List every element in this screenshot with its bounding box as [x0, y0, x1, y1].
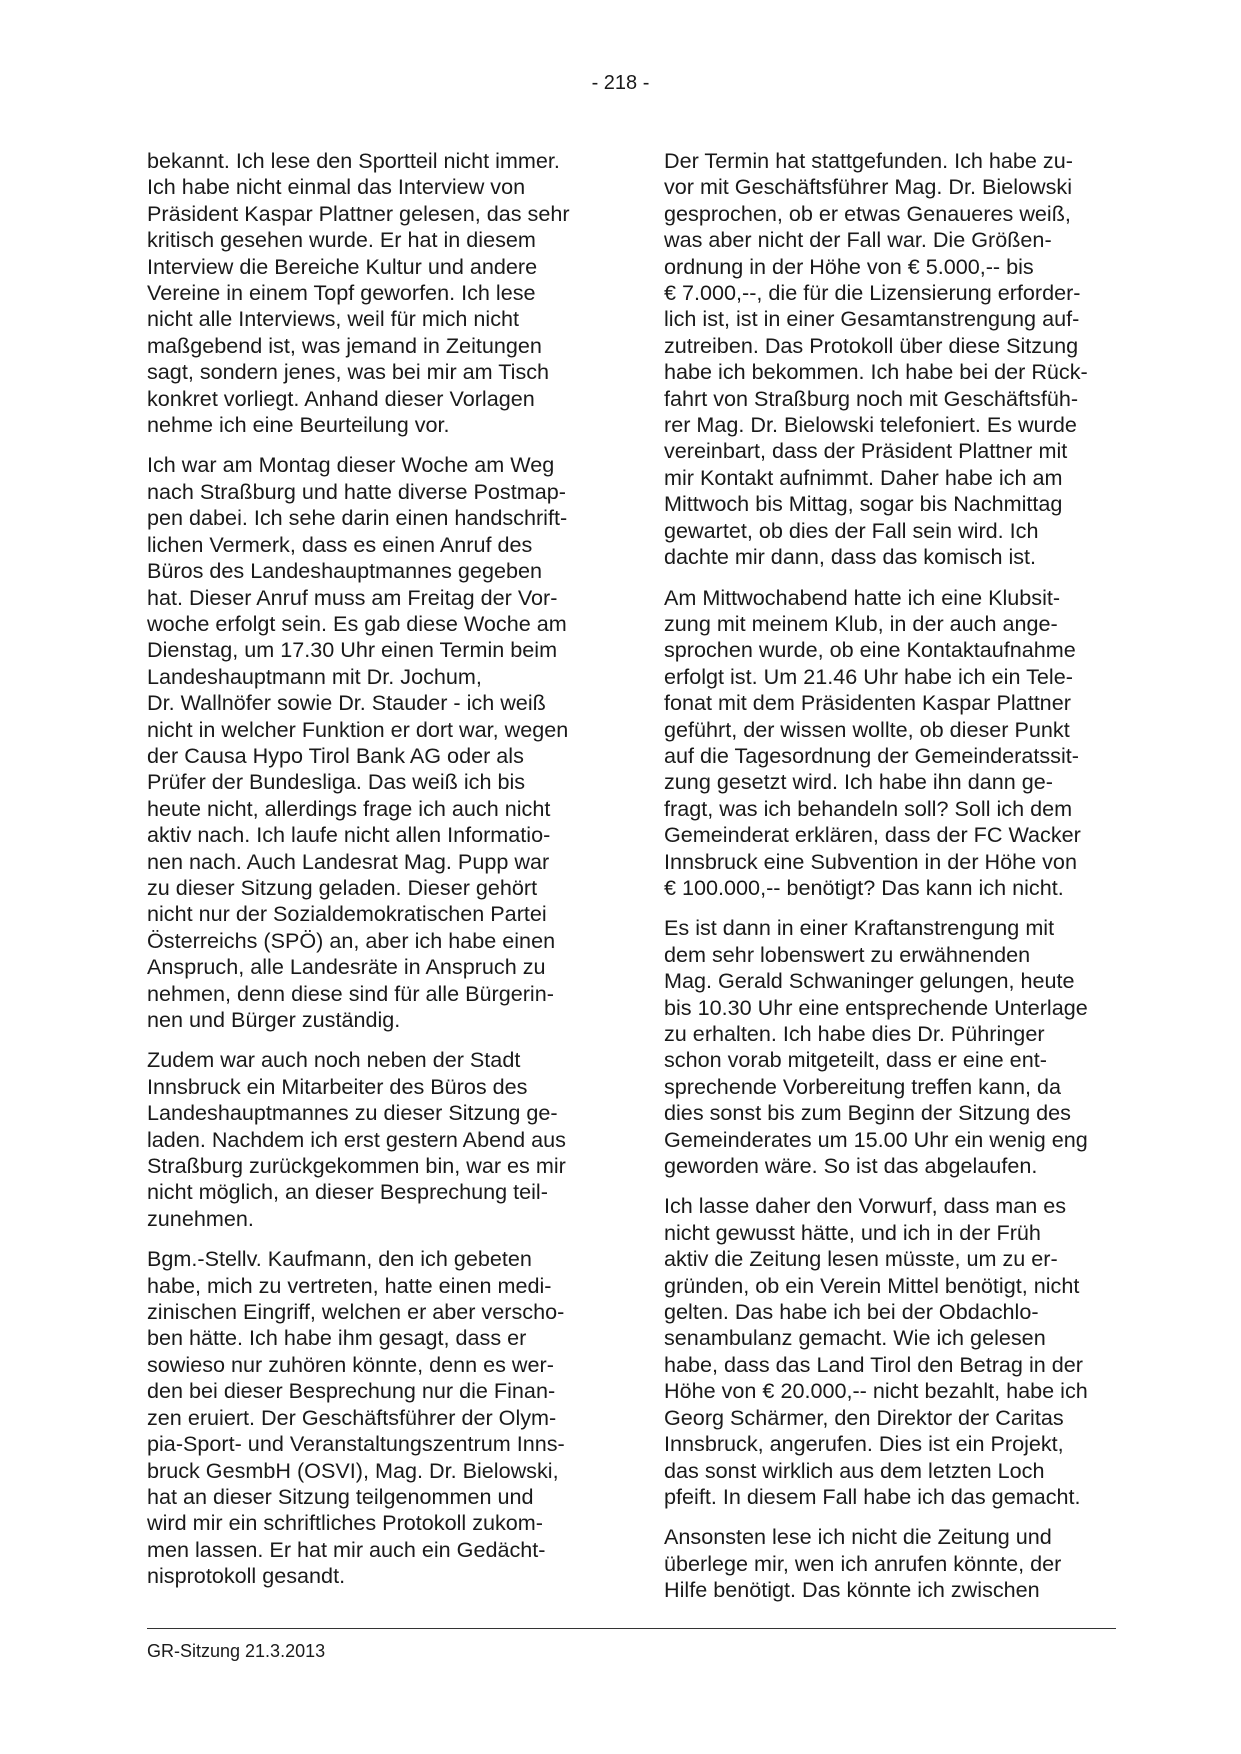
text-line: woche erfolgt sein. Es gab diese Woche am	[147, 610, 567, 636]
text-line: schon vorab mitgeteilt, dass er eine ent-	[664, 1047, 1047, 1073]
text-line: Innsbruck ein Mitarbeiter des Büros des	[147, 1073, 528, 1099]
paragraph	[147, 1047, 587, 1232]
text-line: pia-Sport- und Veranstaltungszentrum Inns-	[147, 1431, 565, 1457]
text-line: zunehmen.	[147, 1205, 254, 1231]
text-line: konkret vorliegt. Anhand dieser Vorlagen	[147, 385, 535, 411]
text-line: nehmen, denn diese sind für alle Bürgerin-	[147, 980, 554, 1006]
text-line: wird mir ein schriftliches Protokoll zukom-	[147, 1510, 543, 1536]
text-line: Anspruch, alle Landesräte in Anspruch zu	[147, 954, 546, 980]
paragraph	[664, 148, 1104, 571]
text-line: das sonst wirklich aus dem letzten Loch	[664, 1457, 1045, 1483]
text-line: ordnung in der Höhe von € 5.000,-- bis	[664, 253, 1034, 279]
text-line: laden. Nachdem ich erst gestern Abend aus	[147, 1126, 566, 1152]
text-line: Gemeinderat erklären, dass der FC Wacker	[664, 822, 1081, 848]
text-line: Landeshauptmann mit Dr. Jochum,	[147, 663, 482, 689]
text-line: dies sonst bis zum Beginn der Sitzung des	[664, 1100, 1071, 1126]
text-line: gelten. Das habe ich bei der Obdachlo-	[664, 1299, 1039, 1325]
text-line: Gemeinderates um 15.00 Uhr ein wenig eng	[664, 1126, 1088, 1152]
text-line: vereinbart, dass der Präsident Plattner mit	[664, 438, 1068, 464]
text-line: Georg Schärmer, den Direktor der Caritas	[664, 1404, 1064, 1430]
text-line: € 100.000,-- benötigt? Das kann ich nicht.	[664, 874, 1064, 900]
text-line: auf die Tagesordnung der Gemeinderatssit-	[664, 742, 1079, 768]
text-line: habe, dass das Land Tirol den Betrag in der	[664, 1351, 1083, 1377]
text-line: habe, mich zu vertreten, hatte einen medi-	[147, 1272, 552, 1298]
text-line: nisprotokoll gesandt.	[147, 1563, 346, 1589]
text-line: Innsbruck eine Subvention in der Höhe von	[664, 848, 1077, 874]
text-line: nicht alle Interviews, weil für mich nicht	[147, 306, 520, 332]
text-line: Österreichs (SPÖ) an, aber ich habe einen	[147, 927, 556, 953]
text-line: Büros des Landeshauptmannes gegeben	[147, 558, 542, 584]
text-line: sprechende Vorbereitung treffen kann, da	[664, 1073, 1061, 1099]
text-line: gründen, ob ein Verein Mittel benötigt, nicht	[664, 1272, 1080, 1298]
text-line: zung gesetzt wird. Ich habe ihn dann ge-	[664, 769, 1053, 795]
text-line: habe ich bekommen. Ich habe bei der Rück-	[664, 359, 1088, 385]
left-text-column	[147, 148, 587, 1604]
text-line: Der Termin hat stattgefunden. Ich habe zu-	[664, 148, 1073, 173]
text-line: was aber nicht der Fall war. Die Größen-	[664, 227, 1052, 253]
text-line: Dr. Wallnöfer sowie Dr. Stauder - ich weiß	[147, 690, 546, 716]
text-line: Zudem war auch noch neben der Stadt	[147, 1047, 521, 1073]
text-line: dachte mir dann, dass das komisch ist.	[664, 544, 1037, 570]
text-line: sagt, sondern jenes, was bei mir am Tisch	[147, 359, 550, 385]
text-line: gesprochen, ob er etwas Genaueres weiß,	[664, 200, 1071, 226]
text-line: nach Straßburg und hatte diverse Postmap-	[147, 478, 566, 504]
text-line: Präsident Kaspar Plattner gelesen, das sehr	[147, 200, 570, 226]
text-line: hat. Dieser Anruf muss am Freitag der Vor-	[147, 584, 558, 610]
text-line: bis 10.30 Uhr eine entsprechende Unterlage	[664, 994, 1088, 1020]
text-line: Höhe von € 20.000,-- nicht bezahlt, habe ich	[664, 1378, 1088, 1404]
text-line: nicht nur der Sozialdemokratischen Partei	[147, 901, 547, 927]
text-line: mir Kontakt aufnimmt. Daher habe ich am	[664, 464, 1063, 490]
text-line: nicht möglich, an dieser Besprechung teil-	[147, 1179, 548, 1205]
text-line: Mag. Gerald Schwaninger gelungen, heute	[664, 968, 1075, 994]
text-line: zung mit meinem Klub, in der auch ange-	[664, 610, 1058, 636]
text-line: erfolgt ist. Um 21.46 Uhr habe ich ein Tele-	[664, 663, 1073, 689]
text-line: maßgebend ist, was jemand in Zeitungen	[147, 332, 542, 358]
text-line: hat an dieser Sitzung teilgenommen und	[147, 1483, 534, 1509]
text-line: fragt, was ich behandeln soll? Soll ich dem	[664, 795, 1073, 821]
text-line: aktiv nach. Ich laufe nicht allen Informatio-	[147, 822, 551, 848]
text-line: men lassen. Er hat mir auch ein Gedächt-	[147, 1536, 546, 1562]
text-line: Ich war am Montag dieser Woche am Weg	[147, 452, 555, 478]
paragraph	[664, 1193, 1104, 1510]
text-line: nen und Bürger zuständig.	[147, 1007, 401, 1032]
paragraph	[664, 1524, 1104, 1603]
text-line: Dienstag, um 17.30 Uhr einen Termin beim	[147, 637, 558, 663]
text-line: sprochen wurde, ob eine Kontaktaufnahme	[664, 637, 1076, 663]
text-line: Interview die Bereiche Kultur und andere	[147, 253, 538, 279]
text-line: € 7.000,--, die für die Lizensierung erforder-	[664, 280, 1081, 306]
text-line: Ich lasse daher den Vorwurf, dass man es	[664, 1193, 1067, 1219]
text-line: Hilfe benötigt. Das könnte ich zwischen	[664, 1577, 1040, 1603]
text-line: den bei dieser Besprechung nur die Finan-	[147, 1378, 556, 1404]
text-line: bruck GesmbH (OSVI), Mag. Dr. Bielowski,	[147, 1457, 559, 1483]
text-line: rer Mag. Dr. Bielowski telefoniert. Es wurde	[664, 412, 1077, 438]
text-line: fahrt von Straßburg noch mit Geschäftsfüh-	[664, 385, 1079, 411]
text-line: zu erhalten. Ich habe dies Dr. Pühringer	[664, 1021, 1045, 1046]
text-line: kritisch gesehen wurde. Er hat in diesem	[147, 227, 536, 253]
text-line: Es ist dann in einer Kraftanstrengung mit	[664, 915, 1055, 941]
text-line: Ansonsten lese ich nicht die Zeitung und	[664, 1524, 1052, 1550]
text-line: der Causa Hypo Tirol Bank AG oder als	[147, 742, 524, 768]
footer-divider	[147, 1628, 1116, 1629]
text-line: lichen Vermerk, dass es einen Anruf des	[147, 531, 533, 557]
text-line: Landeshauptmannes zu dieser Sitzung ge-	[147, 1100, 558, 1126]
paragraph	[664, 585, 1104, 902]
text-line: fonat mit dem Präsidenten Kaspar Plattner	[664, 690, 1071, 716]
text-line: ben hätte. Ich habe ihm gesagt, dass er	[147, 1325, 527, 1351]
text-line: überlege mir, wen ich anrufen könnte, der	[664, 1550, 1062, 1576]
text-line: geführt, der wissen wollte, ob dieser Punkt	[664, 716, 1070, 742]
paragraph	[147, 148, 587, 438]
text-line: geworden wäre. So ist das abgelaufen.	[664, 1153, 1038, 1179]
text-line: nicht in welcher Funktion er dort war, wegen	[147, 716, 569, 742]
text-line: zutreiben. Das Protokoll über diese Sitzung	[664, 332, 1079, 358]
text-line: gewartet, ob dies der Fall sein wird. Ich	[664, 517, 1039, 543]
page-number: - 218 -	[591, 72, 650, 94]
text-line: heute nicht, allerdings frage ich auch nicht	[147, 795, 551, 821]
text-line: pfeift. In diesem Fall habe ich das gemacht.	[664, 1483, 1081, 1509]
text-line: Innsbruck, angerufen. Dies ist ein Projekt,	[664, 1431, 1064, 1457]
text-line: zinischen Eingriff, welchen er aber verscho-	[147, 1299, 565, 1325]
paragraph	[147, 1246, 587, 1589]
text-line: nehme ich eine Beurteilung vor.	[147, 412, 450, 438]
text-line: dem sehr lobenswert zu erwähnenden	[664, 941, 1031, 967]
text-line: lich ist, ist in einer Gesamtanstrengung auf-	[664, 306, 1080, 332]
text-line: pen dabei. Ich sehe darin einen handschrift-	[147, 505, 568, 531]
text-line: bekannt. Ich lese den Sportteil nicht immer.	[147, 148, 560, 173]
paragraph	[664, 915, 1104, 1179]
paragraph	[147, 452, 587, 1033]
text-line: Am Mittwochabend hatte ich eine Klubsit-	[664, 584, 1061, 610]
text-line: sowieso nur zuhören könnte, denn es wer-	[147, 1351, 554, 1377]
text-line: Vereine in einem Topf geworfen. Ich lese	[147, 280, 536, 306]
text-line: senambulanz gemacht. Wie ich gelesen	[664, 1325, 1046, 1351]
text-line: zu dieser Sitzung geladen. Dieser gehört	[147, 874, 538, 900]
footer-session-date: GR-Sitzung 21.3.2013	[147, 1641, 326, 1661]
text-line: zen eruiert. Der Geschäftsführer der Olym-	[147, 1404, 557, 1430]
text-line: aktiv die Zeitung lesen müsste, um zu er-	[664, 1246, 1058, 1272]
text-line: Prüfer der Bundesliga. Das weiß ich bis	[147, 769, 526, 795]
text-line: nicht gewusst hätte, und ich in der Früh	[664, 1219, 1041, 1245]
text-line: nen nach. Auch Landesrat Mag. Pupp war	[147, 848, 550, 874]
text-line: Ich habe nicht einmal das Interview von	[147, 174, 526, 200]
right-text-column	[664, 148, 1104, 1618]
text-line: Bgm.-Stellv. Kaufmann, den ich gebeten	[147, 1246, 532, 1272]
text-line: Straßburg zurückgekommen bin, war es mir	[147, 1153, 566, 1179]
text-line: vor mit Geschäftsführer Mag. Dr. Bielowski	[664, 174, 1073, 200]
text-line: Mittwoch bis Mittag, sogar bis Nachmittag	[664, 491, 1063, 517]
